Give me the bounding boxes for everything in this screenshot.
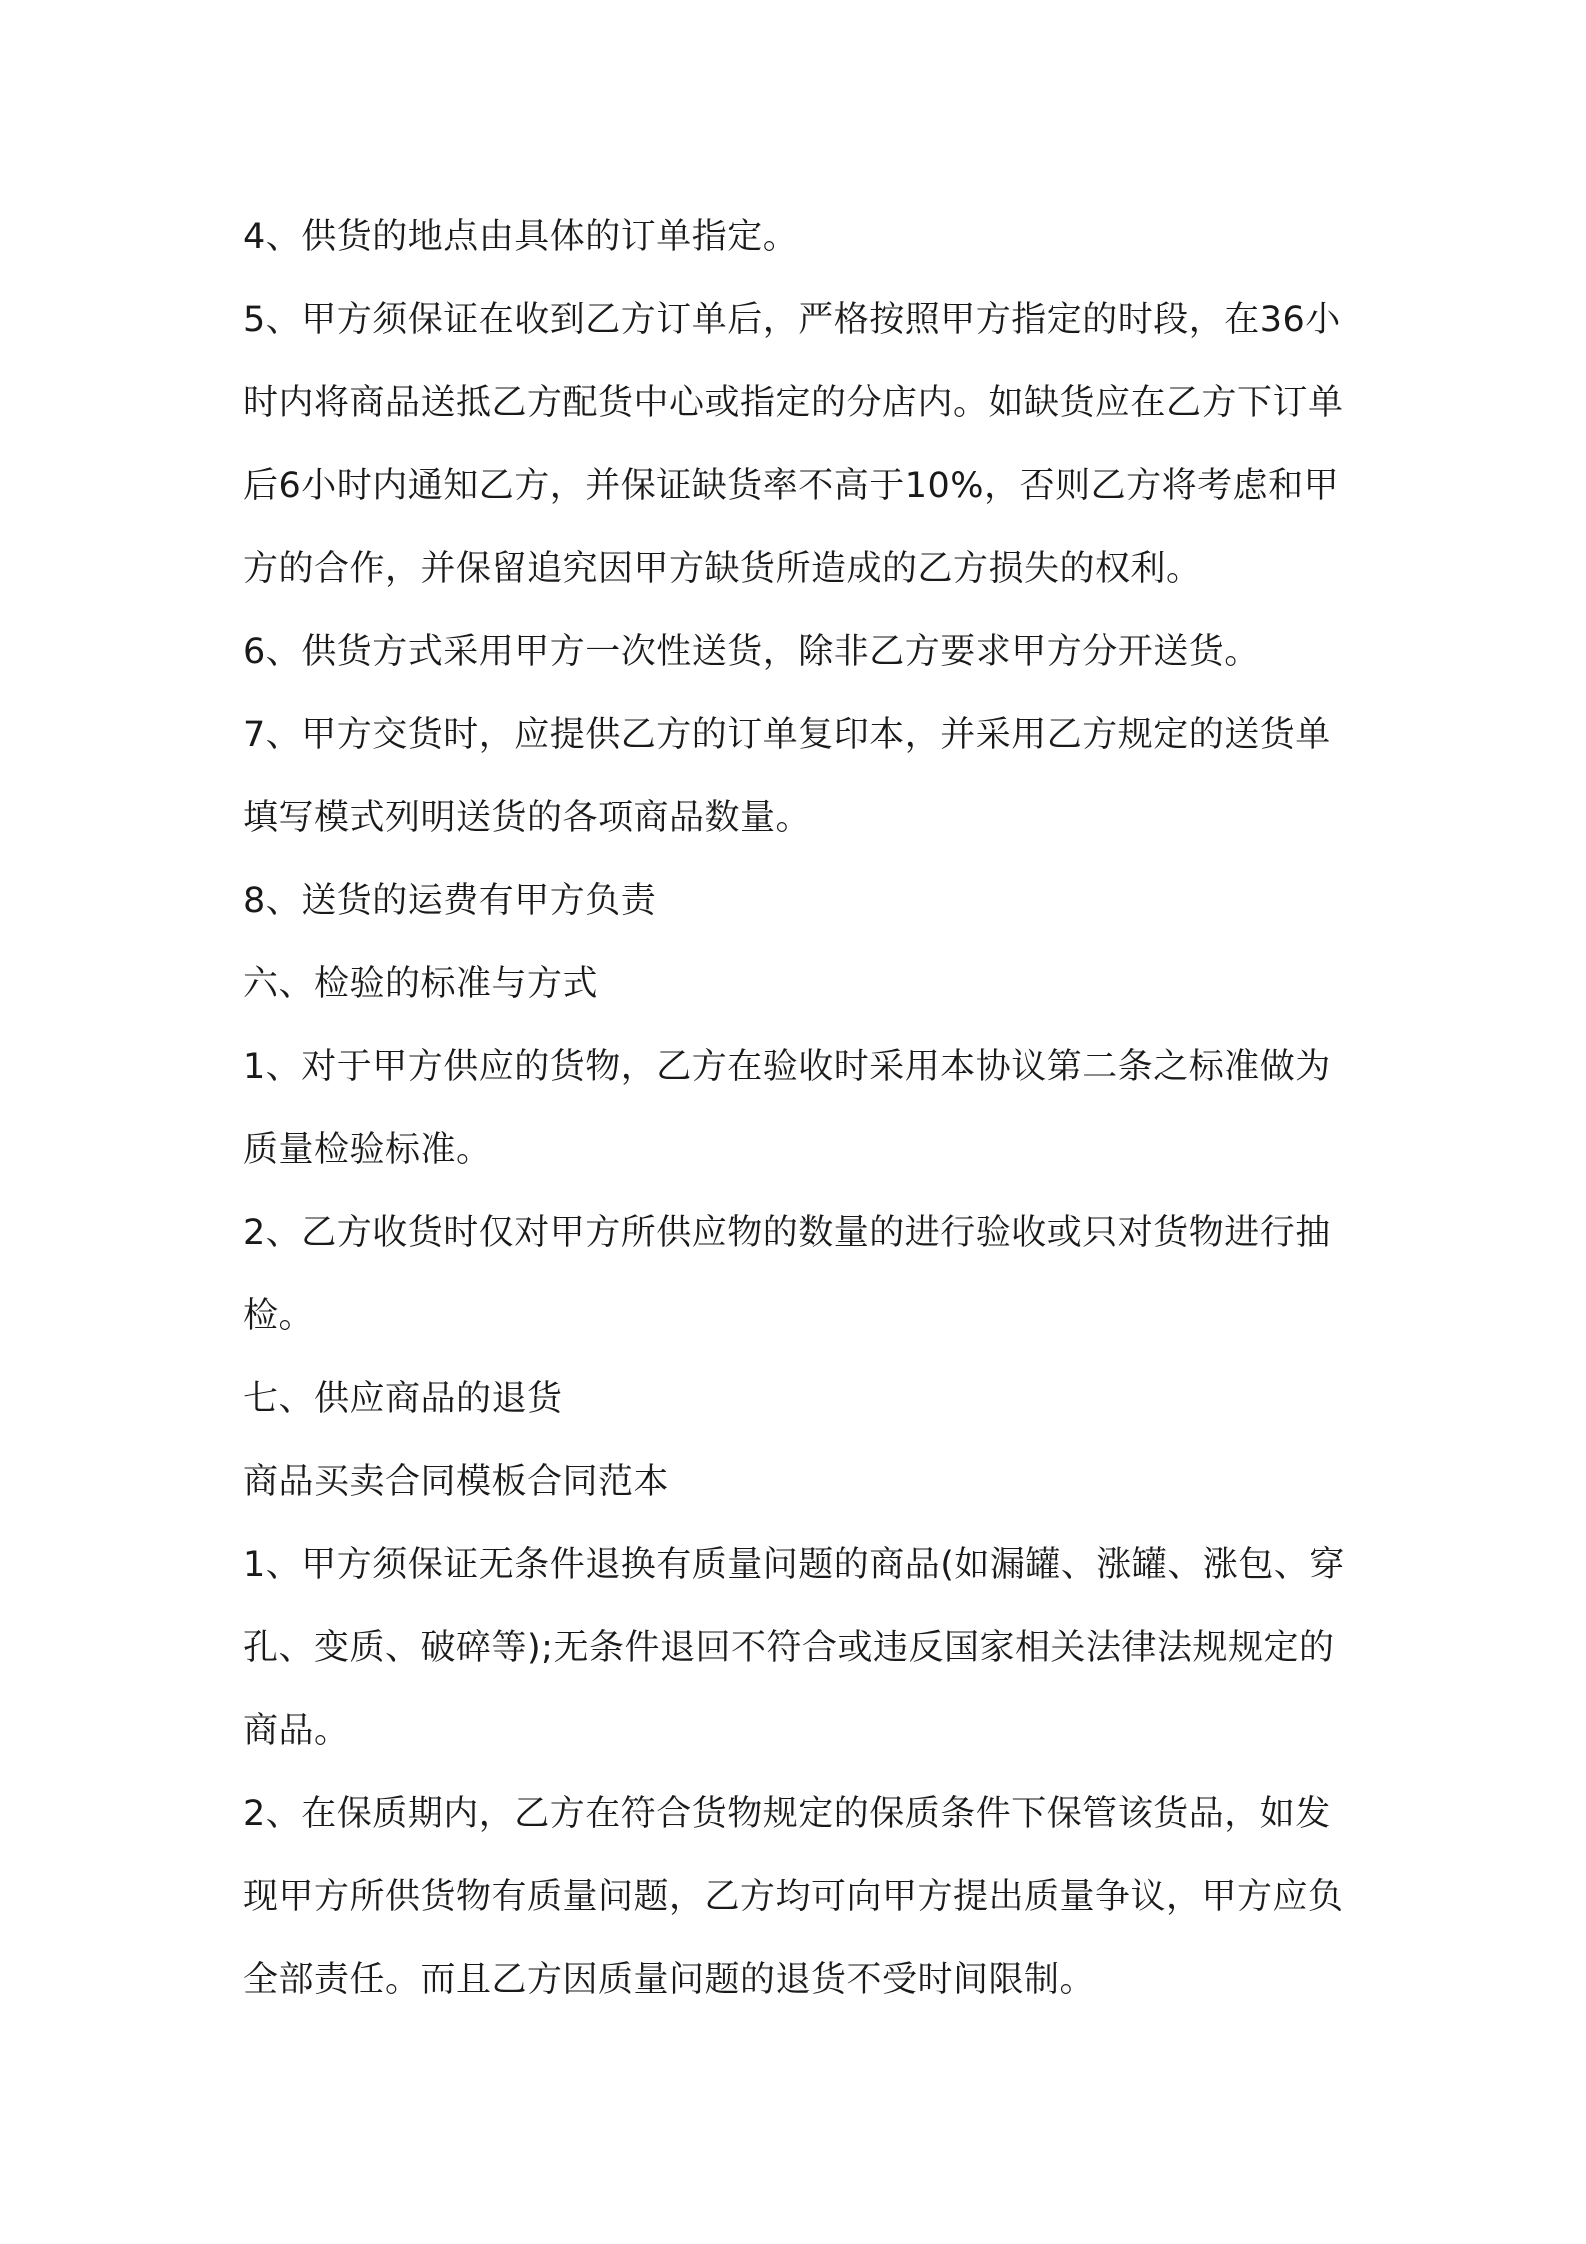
paragraph-quality-period: 2、在保质期内，乙方在符合货物规定的保质条件下保管该货品，如发现甲方所供货物有质量问题，乙方均可向甲方提出质量争议，甲方应负全部责任。而且乙方因质量问题的退货不受时间限制。 [243,1794,1344,2000]
document-page [243,196,1363,2022]
paragraph-inspection-method: 2、乙方收货时仅对甲方所供应物的数量的进行验收或只对货物进行抽检。 [243,1213,1331,1336]
paragraph-supply-location: 4、供货的地点由具体的订单指定。 [243,217,799,257]
document-title-line: 商品买卖合同模板合同范本 [243,1462,670,1502]
paragraph-delivery-time: 5、甲方须保证在收到乙方订单后，严格按照甲方指定的时段，在36小时内将商品送抵乙方配货中心或指定的分店内。如缺货应在乙方下订单后6小时内通知乙方，并保证缺货率不高于10%，否则乙方将考虑和甲方的合作，并保留追究因甲方缺货所造成的乙方损失的权利。 [243,300,1344,589]
paragraph-inspection-standard: 1、对于甲方供应的货物，乙方在验收时采用本协议第二条之标准做为质量检验标准。 [243,1047,1331,1170]
section-heading-inspection: 六、检验的标准与方式 [243,964,599,1004]
paragraph-supply-method: 6、供货方式采用甲方一次性送货，除非乙方要求甲方分开送货。 [243,632,1260,672]
paragraph-delivery-documents: 7、甲方交货时，应提供乙方的订单复印本，并采用乙方规定的送货单填写模式列明送货的各项商品数量。 [243,715,1331,838]
paragraph-return-conditions: 1、甲方须保证无条件退换有质量问题的商品(如漏罐、涨罐、涨包、穿孔、变质、破碎等);无条件退回不符合或违反国家相关法律法规规定的商品。 [243,1545,1345,1751]
paragraph-freight: 8、送货的运费有甲方负责 [243,881,657,921]
section-heading-returns: 七、供应商品的退货 [243,1379,563,1419]
